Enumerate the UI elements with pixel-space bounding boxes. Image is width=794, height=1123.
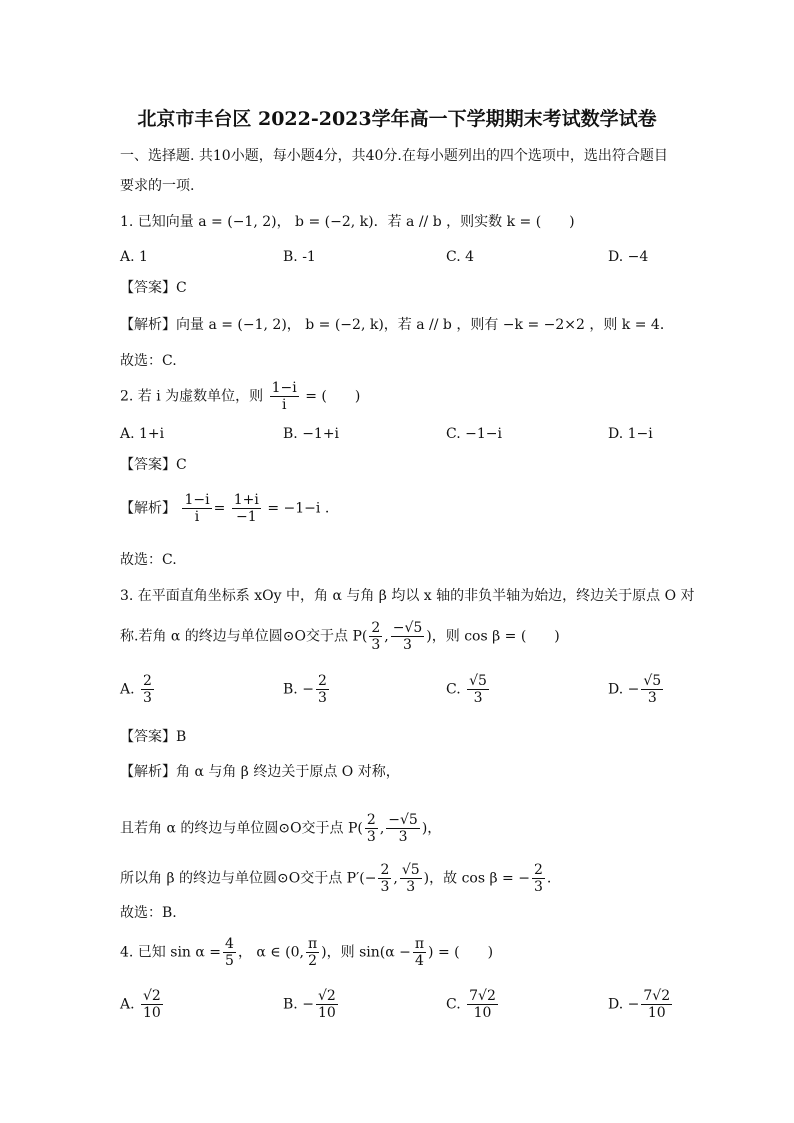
q3-option-b: B. − $\frac{2}{3}$ [283,673,327,706]
q3-conclusion: 故选：B. [120,905,177,921]
q4-option-d: D. − $\frac{7√2}{10}$ [608,988,671,1021]
section-intro: 一、选择题. 共10小题，每小题4分，共40分.在每小题列出的四个选项中，选出符合题目 [120,148,668,164]
q3-stem-suffix: )，则 cos β = ( ) [426,628,560,645]
q3-answer: 【答案】B [120,729,187,745]
q3-option-c: C. $\frac{√5}{3}$ [446,673,487,706]
q2-analysis-fraction-1: $\frac{1-i}{i}$ [184,492,210,525]
q2-option-a: A. 1+i [120,426,165,442]
q2-analysis-prefix: 【解析】 [120,500,176,517]
q3-stem-prefix: 称.若角 α 的终边与单位圆⊙O交于点 P( [120,628,368,645]
q3-analysis-line1: 【解析】角 α 与角 β 终边关于原点 O 对称， [120,764,400,780]
page-title: 北京市丰台区 2022-2023学年高一下学期期末考试数学试卷 [137,108,657,130]
q3-analysis-line3: 所以角 β 的终边与单位圆⊙O交于点 P′(− $\frac{2}{3}$ , $\frac{√5}{3}$ )，故 cos β = − $\frac{2}{3}$ . [120,862,552,895]
question-1-stem: 1. 已知向量 a = (−1, 2)， b = (−2, k)．若 a // b ，则实数 k = ( ) [120,214,575,230]
q3-stem-fraction-1: $\frac{2}{3}$ [371,620,381,653]
q1-conclusion: 故选：C. [120,353,177,369]
q1-option-b: B. -1 [283,249,316,265]
q2-analysis-suffix: = −1−i . [267,500,330,517]
q2-option-d: D. 1−i [608,426,653,442]
q2-stem-fraction: $\frac{1-i}{i}$ [271,380,297,413]
q2-stem-suffix: = ( ) [305,388,361,405]
q1-option-d: D. −4 [608,249,649,265]
q2-stem-prefix: 2. 若 i 为虚数单位，则 [120,388,264,405]
q1-option-c: C. 4 [446,249,475,265]
q2-analysis: 【解析】 $\frac{1-i}{i}$ = $\frac{1+i}{-1}$ = −1−i . [120,492,330,525]
q2-analysis-fraction-2: $\frac{1+i}{-1}$ [233,492,259,525]
q2-option-b: B. −1+i [283,426,340,442]
q1-option-a: A. 1 [120,249,148,265]
q4-option-a: A. $\frac{√2}{10}$ [120,988,161,1021]
q2-option-c: C. −1−i [446,426,502,442]
q4-option-b: B. − $\frac{√2}{10}$ [283,988,336,1021]
q2-answer: 【答案】C [120,457,187,473]
q2-conclusion: 故选：C. [120,552,177,568]
q1-analysis: 【解析】向量 a = (−1, 2)， b = (−2, k)，若 a // b ，则有 −k = −2×2 ，则 k = 4． [120,317,674,333]
q1-answer: 【答案】C [120,280,187,296]
q3-stem-fraction-2: $\frac{-√5}{3}$ [392,620,423,653]
question-3-stem-line2: 称.若角 α 的终边与单位圆⊙O交于点 P( $\frac{2}{3}$ , $\frac{-√5}{3}$ )，则 cos β = ( ) [120,620,560,653]
question-4-stem: 4. 已知 sin α = $\frac{4}{5}$ ， α ∈ (0, $\frac{\pi}{2}$ )，则 sin(α − $\frac{\pi}{4}$ ) = ( ) [120,936,494,969]
section-intro-cont: 要求的一项. [120,178,195,194]
q4-option-c: C. $\frac{7√2}{10}$ [446,988,496,1021]
q3-analysis-line2: 且若角 α 的终边与单位圆⊙O交于点 P( $\frac{2}{3}$ , $\frac{-√5}{3}$ )， [120,812,442,845]
q3-option-a: A. $\frac{2}{3}$ [120,673,152,706]
question-3-stem-line1: 3. 在平面直角坐标系 xOy 中，角 α 与角 β 均以 x 轴的非负半轴为始边，终边关于原点 O 对 [120,588,695,604]
question-2-stem [120,380,360,413]
q3-option-d: D. − $\frac{√5}{3}$ [608,673,662,706]
